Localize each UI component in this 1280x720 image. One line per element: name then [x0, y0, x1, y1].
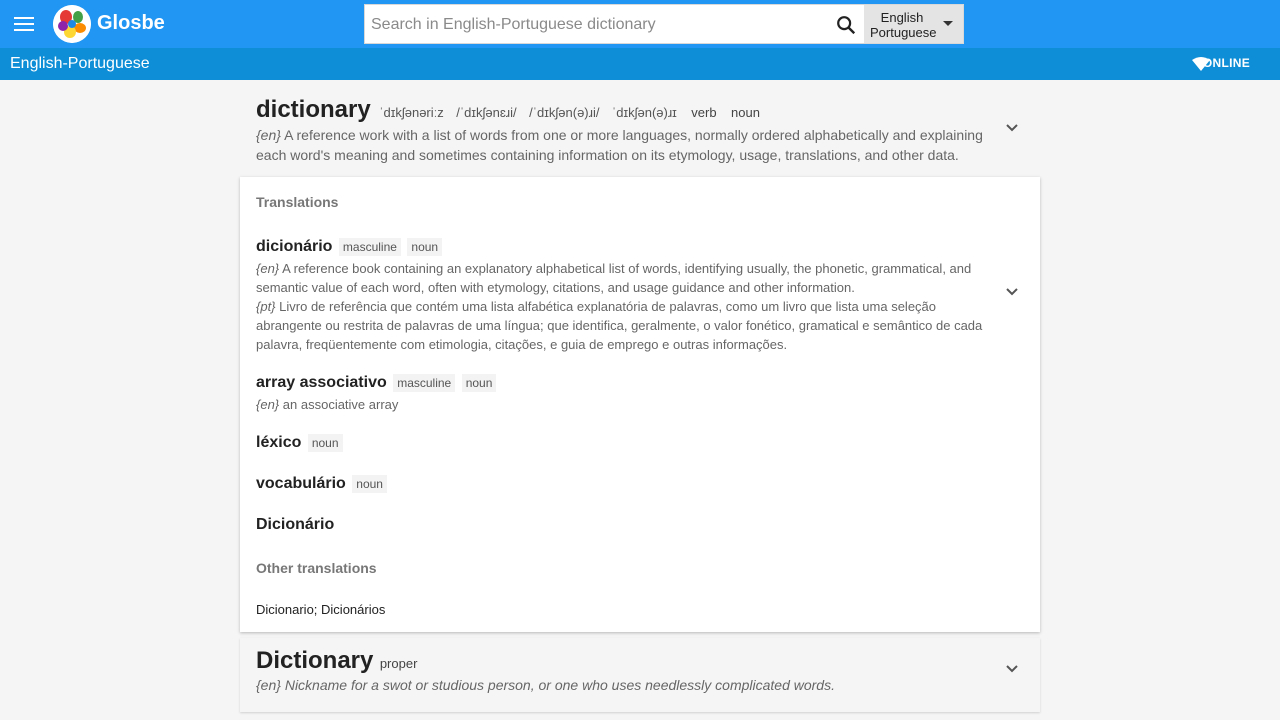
pos-tag: noun [407, 238, 442, 256]
translations-card [240, 177, 1040, 632]
online-status: ONLINE [1202, 56, 1250, 70]
gender-tag: masculine [339, 238, 401, 256]
language-to: Portuguese [870, 25, 937, 40]
translation-word[interactable]: Dicionário [256, 516, 335, 533]
translations-heading: Translations [256, 194, 339, 210]
brand-name[interactable]: Glosbe [97, 12, 165, 34]
pos-tag: noun [352, 475, 387, 493]
language-from: English [880, 10, 924, 25]
translation-word[interactable]: dicionário [256, 238, 333, 255]
entry-header [256, 647, 1016, 695]
pronunciation: /ˈdɪkʃənɛɹi/ [456, 105, 517, 120]
dropdown-caret-icon [943, 21, 953, 26]
translation-item [256, 374, 986, 414]
definition-text: Livro de referência que contém uma lista alfabética explanatória de palavras, como um livro que lista uma seleção abrangente ou restrita de palavras de uma língua; que identifica, geralmente, o valor fonético, gramatical e semântico de cada palavra, freqüentemente com etimologia, citações, e guia de emprego e outras informações. [256, 299, 983, 352]
translation-item [256, 238, 986, 354]
headword: dictionary [256, 96, 371, 123]
translation-item [256, 475, 986, 493]
definition [256, 675, 1016, 695]
language-tag: {en} [256, 127, 281, 143]
pos-tag: noun [462, 374, 497, 392]
translation-word[interactable]: vocabulário [256, 475, 346, 492]
other-translations-list: Dicionario; Dicionários [256, 602, 386, 617]
language-pair-select[interactable] [864, 5, 963, 43]
headword: Dictionary [256, 647, 374, 674]
definition-text: an associative array [282, 397, 399, 412]
translation-definition-pt [256, 297, 986, 354]
translation-definition-en [256, 259, 986, 297]
other-translations-heading: Other translations [256, 560, 377, 576]
language-pair-title: English-Portuguese [10, 55, 150, 72]
definition-text: Nickname for a swot or studious person, or one who uses needlessly complicated words. [284, 677, 835, 693]
part-of-speech: verb [691, 105, 717, 120]
pos-tag: noun [308, 434, 343, 452]
chevron-down-icon[interactable] [1005, 285, 1019, 299]
translation-item [256, 516, 986, 534]
language-tag: {en} [256, 397, 280, 412]
gender-tag: masculine [393, 374, 455, 392]
definition-text: A reference work with a list of words from one or more languages, normally ordered alphabetically and explaining each word's meaning and sometimes containing information on its etymology, usage, translations, and other data. [256, 127, 983, 163]
language-tag: {en} [256, 261, 280, 276]
search-box [364, 4, 964, 44]
part-of-speech: proper [379, 656, 418, 671]
glosbe-logo[interactable] [53, 5, 91, 43]
pronunciation: /ˈdɪkʃən(ə)ɹi/ [529, 105, 600, 120]
top-bar [0, 0, 1280, 48]
chevron-down-icon[interactable] [1005, 662, 1019, 676]
translation-item [256, 434, 986, 452]
language-tag: {en} [256, 677, 281, 693]
definition [256, 125, 1016, 165]
entry-header [256, 96, 1016, 165]
language-tag: {pt} [256, 299, 276, 314]
pronunciation: ˈdɪkʃənəriːz [379, 105, 444, 120]
definition-text: A reference book containing an explanatory alphabetical list of words, identifying usually, the phonetic, grammatical, and semantic value of each word, often with etymology, citations, and usage guidance and other information. [256, 261, 972, 295]
language-bar [0, 48, 1280, 80]
search-icon[interactable] [835, 14, 857, 36]
menu-icon[interactable] [14, 14, 34, 34]
pronunciation: ˈdɪkʃən(ə)ɹɪ [611, 105, 677, 120]
translation-word[interactable]: léxico [256, 434, 302, 451]
search-input[interactable] [369, 7, 833, 43]
translation-word[interactable]: array associativo [256, 374, 387, 391]
translation-definition-en [256, 395, 986, 414]
part-of-speech: noun [731, 105, 760, 120]
chevron-down-icon[interactable] [1005, 121, 1019, 135]
